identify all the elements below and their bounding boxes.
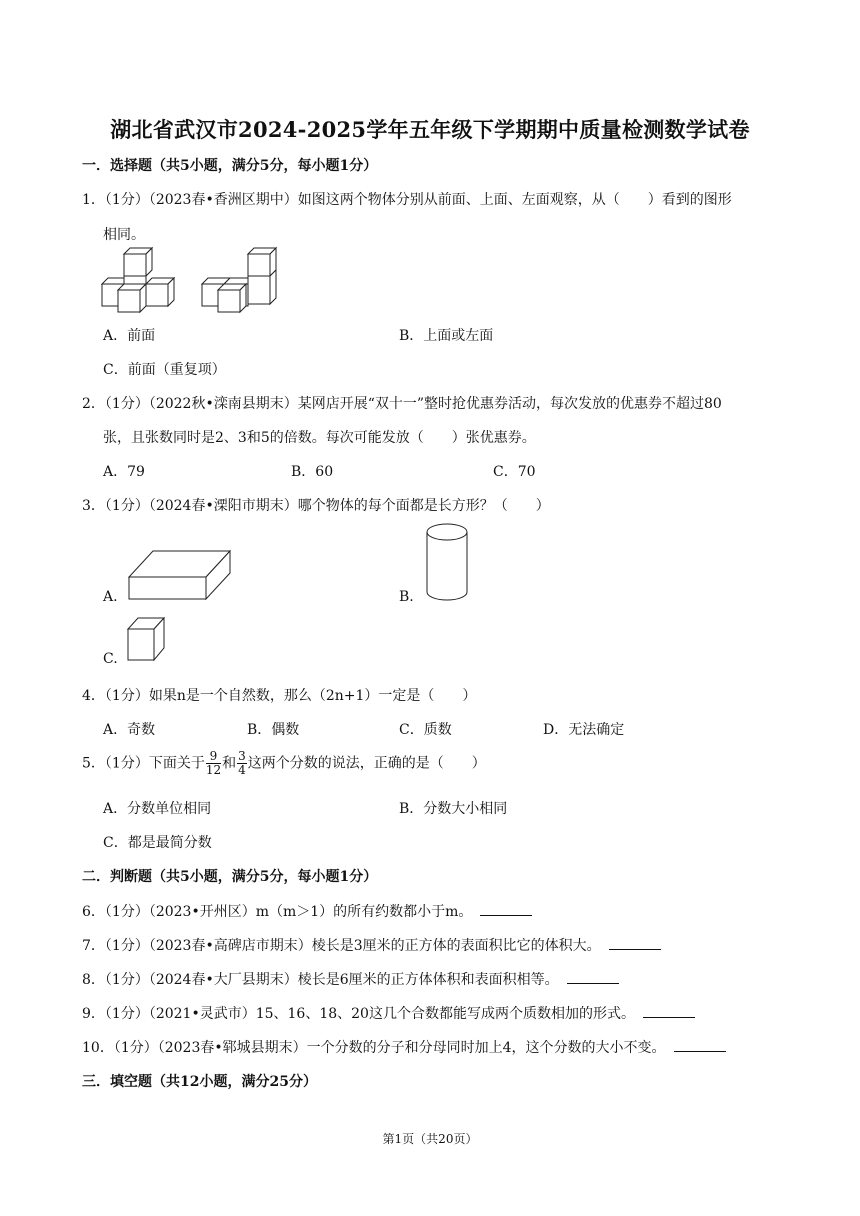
question-4-option-b[interactable]: B．偶数 (247, 722, 300, 738)
section-heading-choice: 一．选择题（共5小题，满分5分，每小题1分） (82, 158, 378, 174)
question-10 (82, 1037, 726, 1057)
question-2-text-cont: 张，且张数同时是2、3和5的倍数。每次可能发放（ ）张优惠券。 (103, 430, 536, 446)
page-title: 湖北省武汉市2024-2025学年五年级下学期期中质量检测数学试卷 (110, 117, 750, 142)
section-heading-fill-in: 三．填空题（共12小题，满分25分） (82, 1074, 317, 1090)
question-5-text (82, 750, 486, 777)
answer-blank-10[interactable] (674, 1039, 726, 1052)
question-2-option-a[interactable]: A．79 (103, 464, 145, 480)
question-3-text: 3．（1分）（2024春•溧阳市期末）哪个物体的每个面都是长方形？（ ） (82, 498, 550, 514)
question-4-option-c[interactable]: C．质数 (399, 722, 452, 738)
fraction-denominator: 4 (238, 763, 246, 777)
question-9 (82, 1003, 695, 1023)
question-2-option-c[interactable]: C．70 (493, 464, 536, 480)
question-1-option-b[interactable]: B．上面或左面 (399, 328, 494, 344)
fraction-9-12 (206, 750, 221, 777)
cube-figure-right (202, 248, 276, 312)
question-9-text: 9．（1分）（2021•灵武市）15、16、18、20这几个合数都能写成两个质数相加的形式。 (82, 1006, 635, 1022)
question-5-option-c[interactable]: C．都是最简分数 (103, 835, 212, 851)
question-4-text: 4．（1分）如果n是一个自然数，那么（2n+1）一定是（ ） (82, 688, 477, 704)
cube-icon (126, 615, 166, 663)
question-2-text: 2．（1分）（2022秋•滦南县期末）某网店开展“双十一”整时抢优惠券活动，每次发放的优惠券不超过80 (82, 396, 722, 412)
question-8-text: 8．（1分）（2024春•大厂县期末）棱长是6厘米的正方体体积和表面积相等。 (82, 972, 559, 988)
fraction-3-4 (237, 750, 247, 777)
question-1-text-cont: 相同。 (103, 227, 145, 243)
question-6 (82, 901, 532, 921)
question-3-option-c[interactable]: C. (103, 651, 118, 667)
fraction-numerator: 3 (238, 749, 246, 763)
question-5-text-mid: 和 (222, 755, 237, 772)
question-5-text-pre: 5．（1分）下面关于 (82, 755, 205, 772)
question-10-text: 10．（1分）（2023春•郓城县期末）一个分数的分子和分母同时加上4，这个分数的大小不变。 (82, 1040, 666, 1056)
cylinder-icon (424, 522, 470, 604)
question-5-option-b[interactable]: B．分数大小相同 (399, 801, 508, 817)
answer-blank-9[interactable] (643, 1005, 695, 1018)
question-1-text: 1．（1分）（2023春•香洲区期中）如图这两个物体分别从前面、上面、左面观察，从（ ）看到的图形 (82, 192, 732, 208)
question-5-option-a[interactable]: A．分数单位相同 (103, 801, 212, 817)
question-3-option-b[interactable]: B. (399, 589, 414, 605)
fraction-denominator: 12 (205, 763, 222, 777)
question-4-option-d[interactable]: D．无法确定 (543, 722, 625, 738)
answer-blank-8[interactable] (567, 971, 619, 984)
question-7-text: 7．（1分）（2023春•高碑店市期末）棱长是3厘米的正方体的表面积比它的体积大。 (82, 938, 601, 954)
question-1-cube-figures (100, 246, 290, 318)
question-1-option-c[interactable]: C．前面（重复项） (103, 362, 226, 378)
section-heading-judgement: 二．判断题（共5小题，满分5分，每小题1分） (82, 869, 378, 885)
question-6-text: 6．（1分）（2023•开州区）m（m＞1）的所有约数都小于m。 (82, 904, 473, 920)
answer-blank-6[interactable] (480, 903, 532, 916)
fraction-numerator: 9 (206, 750, 221, 764)
cube-figure-left (102, 248, 174, 312)
question-3-option-a[interactable]: A. (103, 589, 118, 605)
question-5-text-post: 这两个分数的说法，正确的是（ ） (247, 755, 486, 772)
question-1-option-a[interactable]: A．前面 (103, 328, 156, 344)
question-2-option-b[interactable]: B．60 (291, 464, 334, 480)
cuboid-icon (126, 547, 234, 601)
page-footer: 第1页（共20页） (382, 1132, 478, 1146)
question-4-option-a[interactable]: A．奇数 (103, 722, 156, 738)
question-7 (82, 935, 661, 955)
answer-blank-7[interactable] (609, 937, 661, 950)
question-8 (82, 969, 619, 989)
